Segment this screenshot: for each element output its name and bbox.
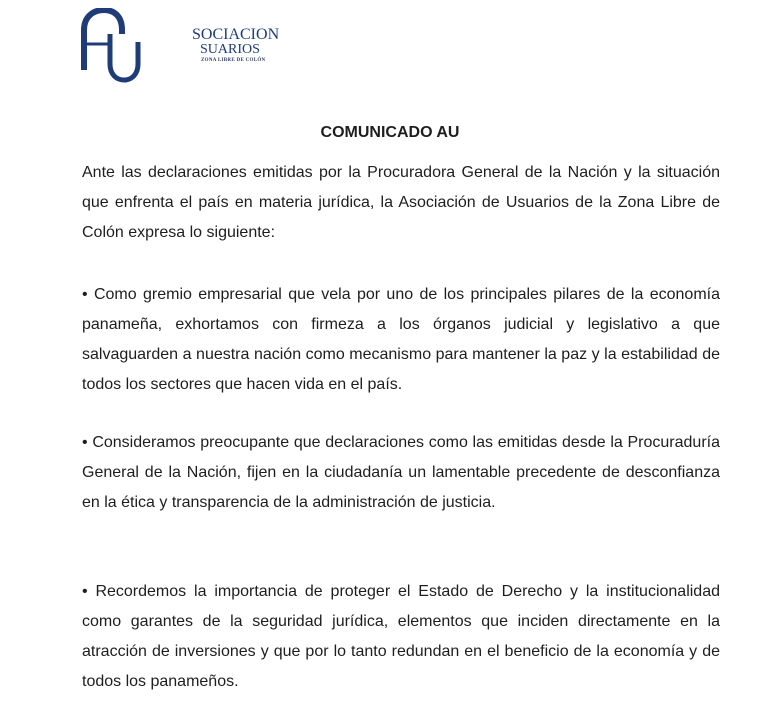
logo-line-2: SUARIOS: [200, 42, 260, 57]
document-title: COMUNICADO AU: [320, 124, 460, 141]
organization-logo: [80, 8, 280, 83]
point-paragraph-2: • Consideramos preocupante que declaraciones como las emitidas desde la Procuraduría General de la Nación, fijen en la ciudadanía un lamentable precedente de desconfianza en la ética y transparencia de la administración de justicia.: [82, 434, 720, 511]
logo-line-3: ZONA LIBRE DE COLÓN: [201, 58, 266, 63]
point-paragraph-1: • Como gremio empresarial que vela por uno de los principales pilares de la economía panameña, exhortamos con firmeza a los órganos judicial y legislativo a que salvaguarden a nuestra nación como mecanismo para mantener la paz y la estabilidad de todos los sectores que hacen vida en el país.: [82, 286, 720, 393]
intro-paragraph: Ante las declaraciones emitidas por la Procuradora General de la Nación y la situación que enfrenta el país en materia jurídica, la Asociación de Usuarios de la Zona Libre de Colón expresa lo siguiente:: [82, 164, 720, 241]
logo-wordmark: [192, 27, 279, 63]
logo-line-1: SOCIACION: [192, 26, 280, 43]
point-paragraph-3: • Recordemos la importancia de proteger el Estado de Derecho y la institucionalidad como garantes de la seguridad jurídica, elementos que inciden directamente en la atracción de inversiones y que por lo tanto redundan en el beneficio de la economía y de todos los panameños.: [82, 583, 720, 690]
au-logo-mark-icon: [80, 8, 205, 83]
